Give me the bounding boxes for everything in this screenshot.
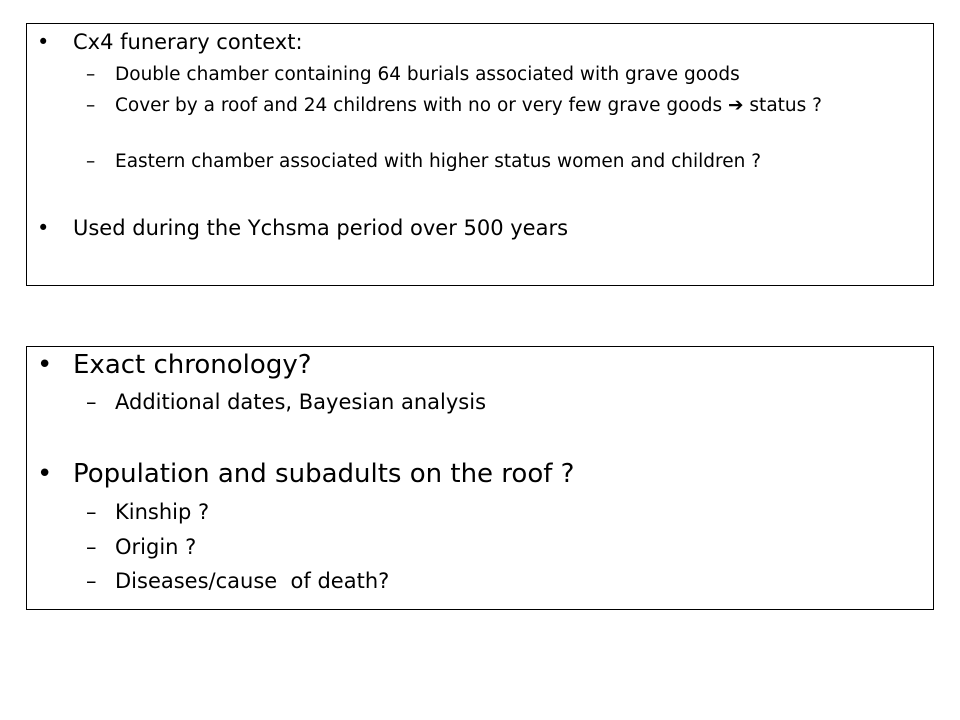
sub-item-text: Additional dates, Bayesian analysis — [115, 390, 487, 414]
dash-marker: – — [86, 95, 96, 116]
context-text-box — [26, 23, 934, 286]
dash-marker: – — [86, 151, 96, 172]
sub-item-text-part: Cover by a roof and 24 childrens with no or very few grave goods — [115, 95, 723, 116]
dash-marker: – — [86, 64, 96, 85]
dash-marker: – — [86, 390, 97, 414]
sub-item-text — [115, 95, 925, 117]
bullet-text: Exact chronology? — [73, 350, 312, 380]
sub-item-text: Kinship ? — [115, 500, 210, 524]
sub-item-text: Diseases/cause of death? — [115, 569, 390, 593]
sub-item-text: Double chamber containing 64 burials associated with grave goods — [115, 64, 740, 85]
bullet-marker: • — [37, 30, 50, 54]
dash-marker: – — [86, 569, 97, 593]
bullet-text: Cx4 funerary context: — [73, 30, 303, 54]
sub-item-text: Eastern chamber associated with higher status women and children ? — [115, 151, 762, 172]
sub-item-text: Origin ? — [115, 535, 197, 559]
bullet-marker: • — [37, 216, 50, 240]
bullet-text: Population and subadults on the roof ? — [73, 459, 575, 489]
bullet-marker: • — [37, 459, 53, 489]
bullet-text: Used during the Ychsma period over 500 years — [73, 216, 569, 240]
dash-marker: – — [86, 500, 97, 524]
sub-item-text-part: status ? — [749, 95, 822, 116]
right-arrow-icon: ➔ — [728, 95, 744, 116]
questions-text-box — [26, 346, 934, 610]
bullet-marker: • — [37, 350, 53, 380]
dash-marker: – — [86, 535, 97, 559]
